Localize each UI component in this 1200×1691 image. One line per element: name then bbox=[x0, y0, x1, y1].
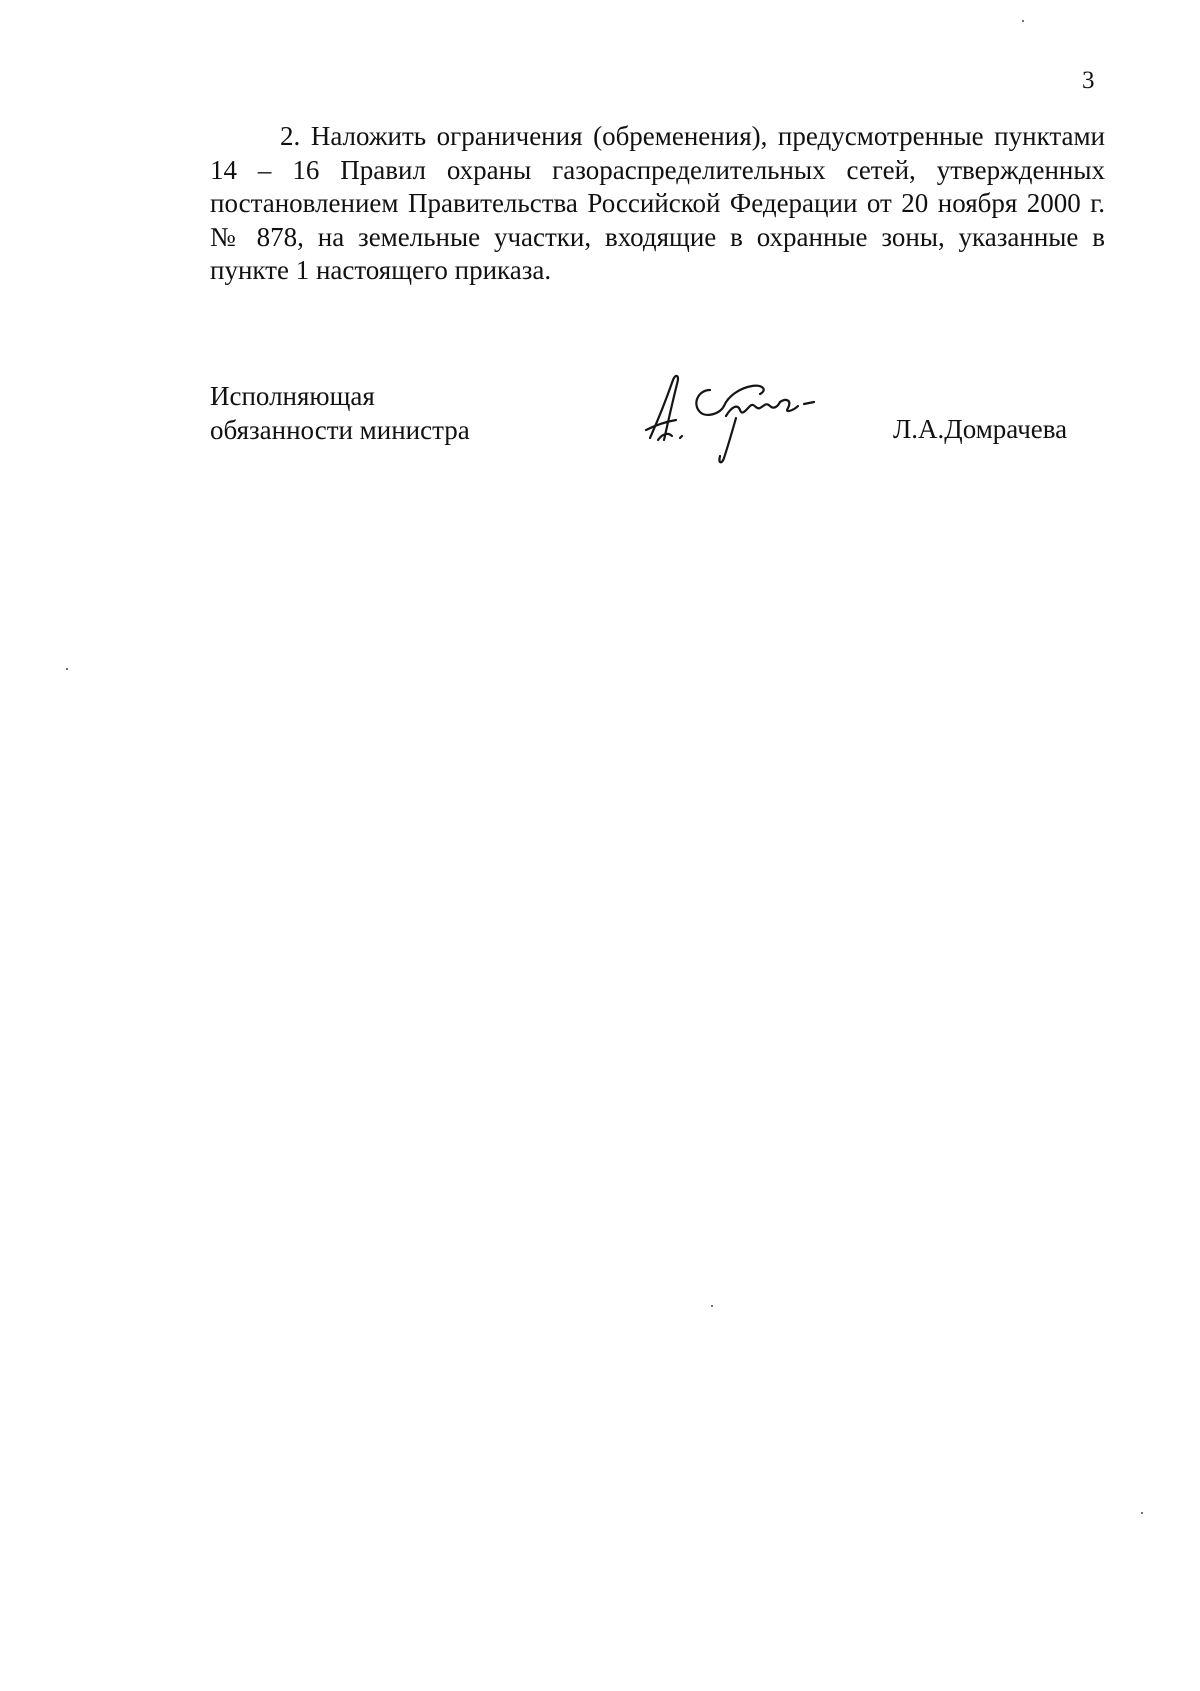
handwritten-signature bbox=[628, 360, 828, 470]
document-body bbox=[210, 120, 1105, 288]
scan-speck bbox=[711, 1305, 713, 1307]
scan-speck bbox=[1022, 20, 1024, 22]
scan-speck bbox=[66, 668, 68, 670]
signatory-name: Л.А.Домрачева bbox=[893, 414, 1068, 444]
scan-speck bbox=[1141, 1512, 1143, 1514]
position-line-1: Исполняющая bbox=[210, 381, 375, 411]
signature-block bbox=[210, 380, 1105, 460]
signatory-position bbox=[210, 380, 470, 447]
paragraph: 2. Наложить ограничения (обременения), предусмотренные пунктами 14 – 16 Правил охраны газораспределительных сетей, утвержденных постановлением Правительства Российской Федерации от 20 ноября 2000 г. № 878, на земельные участки, входящие в охранные зоны, указанные в пункте 1 настоящего приказа. bbox=[210, 121, 1105, 285]
page-number: 3 bbox=[1082, 67, 1095, 94]
position-line-2: обязанности министра bbox=[210, 414, 470, 445]
